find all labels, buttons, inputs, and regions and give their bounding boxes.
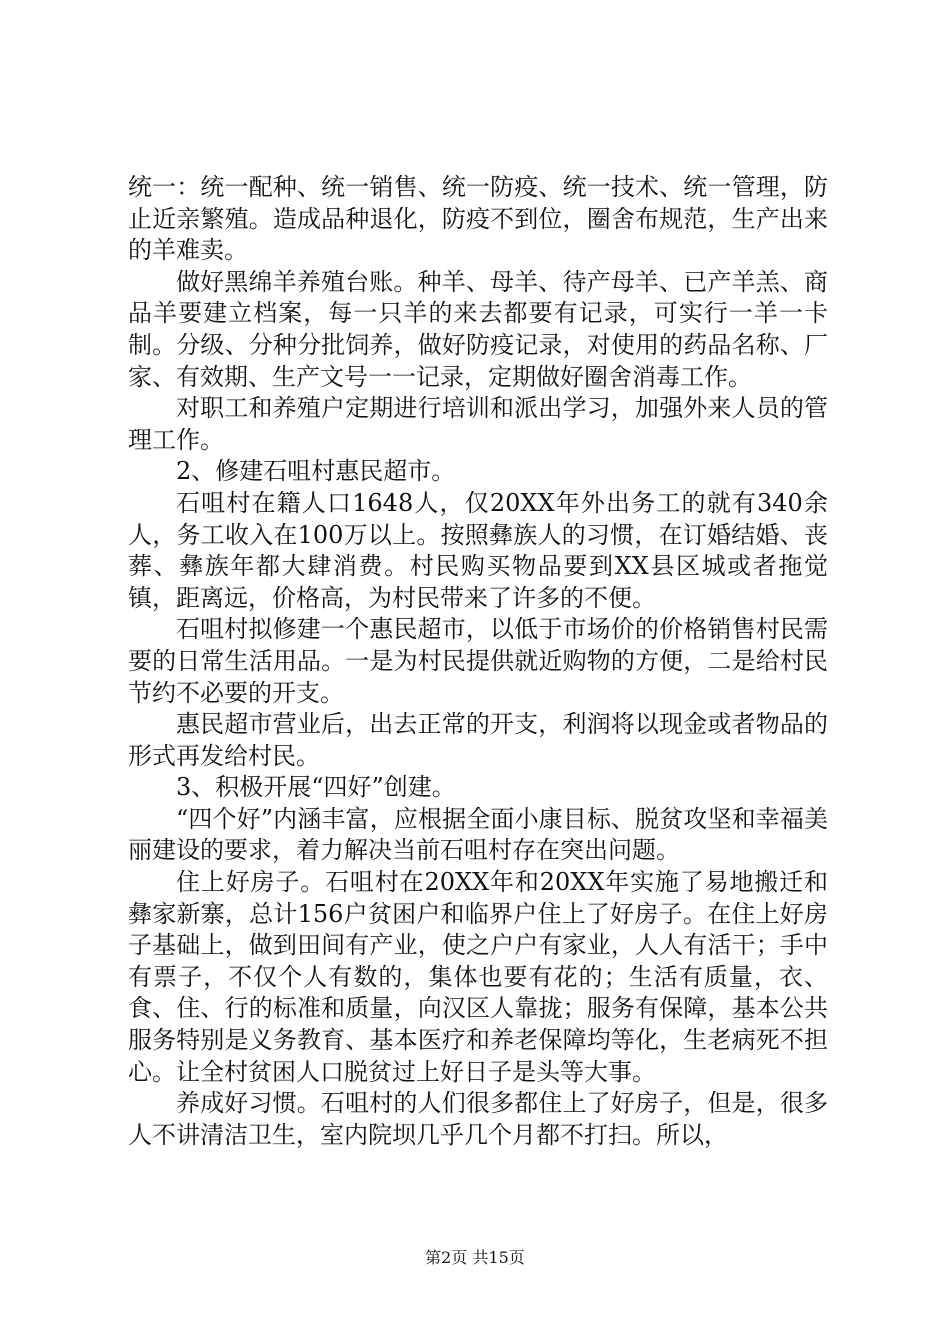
paragraph: 统一：统一配种、统一销售、统一防疫、统一技术、统一管理，防止近亲繁殖。造成品种退化，防疫不到位，圈舍布规范，生产出来的羊难卖。 (128, 173, 828, 265)
section-heading: 2、修建石咀村惠民超市。 (176, 457, 456, 486)
paragraph: 做好黑绵羊养殖台账。种羊、母羊、待产母羊、已产羊羔、商品羊要建立档案，每一只羊的来去都要有记录，可实行一羊一卡制。分级、分种分批饲养，做好防疫记录，对使用的药品名称、厂家、有效期、生产文号一一记录，定期做好圈舍消毒工作。 (128, 267, 828, 391)
paragraph: 惠民超市营业后，出去正常的开支，利润将以现金或者物品的形式再发给村民。 (128, 710, 828, 770)
paragraph: 石咀村在籍人口1648人，仅20XX年外出务工的就有340余人，务工收入在100万以上。按照彝族人的习惯，在订婚结婚、丧葬、彝族年都大肆消费。村民购买物品要到XX县区城或者拖觉镇，距离远，价格高，为村民带来了许多的不便。 (128, 488, 828, 612)
paragraph: “四个好”内涵丰富，应根据全面小康目标、脱贫攻坚和幸福美丽建设的要求，着力解决当前石咀村存在突出问题。 (128, 804, 828, 865)
document-body (128, 172, 828, 1151)
section-heading: 3、积极开展“四好”创建。 (176, 773, 456, 802)
paragraph: 对职工和养殖户定期进行培训和派出学习，加强外来人员的管理工作。 (128, 394, 828, 454)
paragraph: 住上好房子。石咀村在20XX年和20XX年实施了易地搬迁和彝家新寨，总计156户贫困户和临界户住上了好房子。在住上好房子基础上，做到田间有产业，使之户户有家业，人人有活干；手中有票子，不仅个人有数的，集体也要有花的；生活有质量，衣、食、住、行的标准和质量，向汉区人靠拢；服务有保障，基本公共服务特别是义务教育、基本医疗和养老保障均等化，生老病死不担心。让全村贫困人口脱贫过上好日子是头等大事。 (128, 868, 828, 1086)
paragraph: 石咀村拟修建一个惠民超市，以低于市场价的价格销售村民需要的日常生活用品。一是为村民提供就近购物的方便，二是给村民节约不必要的开支。 (128, 615, 828, 707)
page-number-footer: 第2页 共15页 (425, 1248, 525, 1267)
paragraph: 养成好习惯。石咀村的人们很多都住上了好房子，但是，很多人不讲清洁卫生，室内院坝几乎几个月都不打扫。所以， (128, 1089, 828, 1149)
